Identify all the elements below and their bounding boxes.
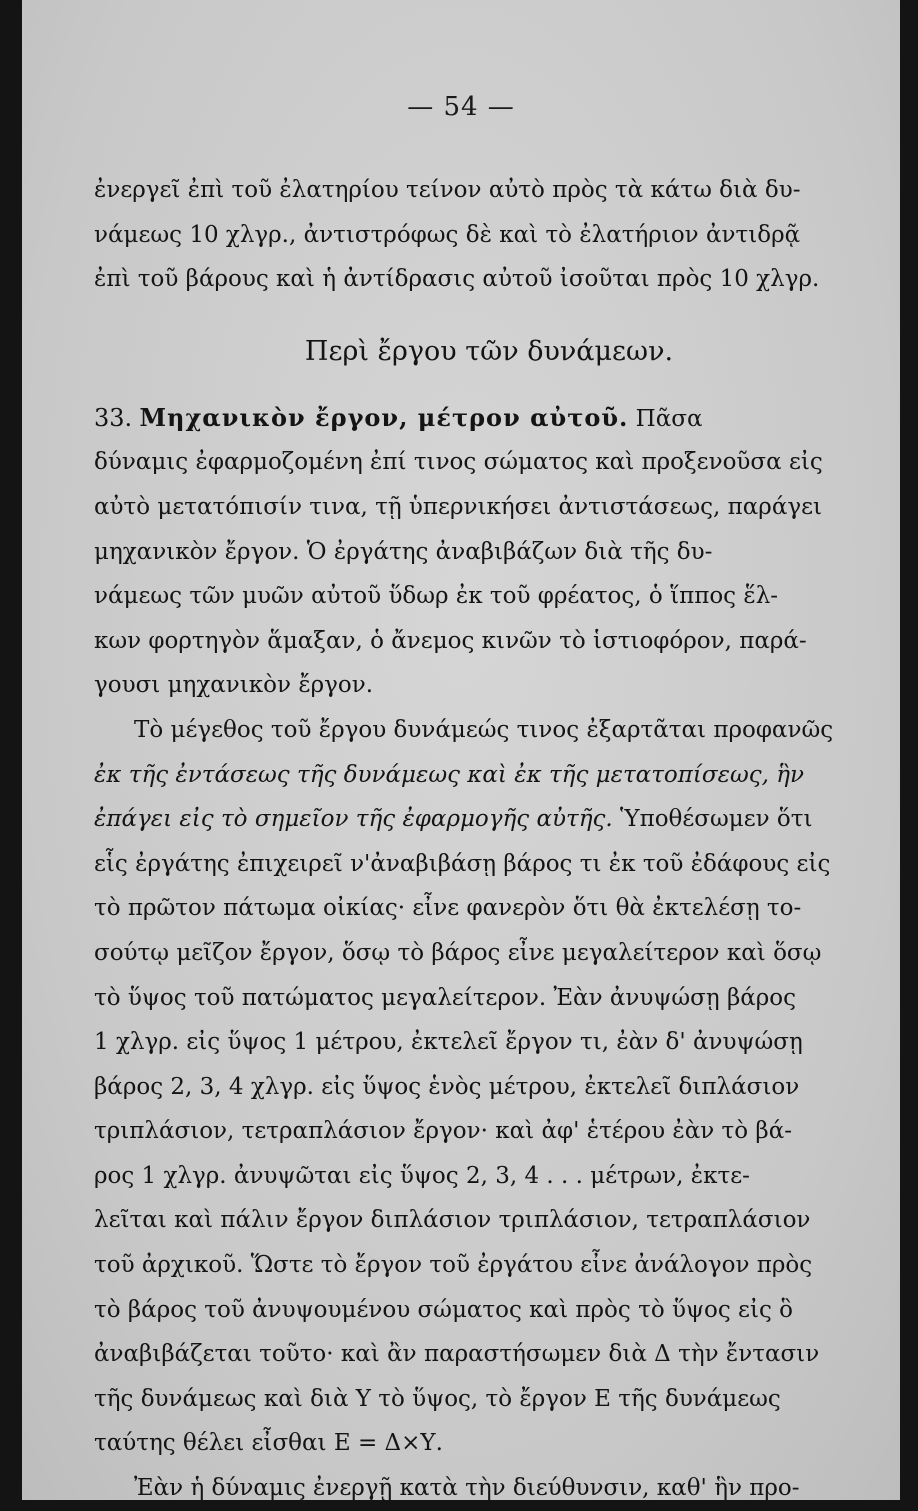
text-line: γουσι μηχανικὸν ἔργον. [94,672,374,699]
book-page [22,0,900,1500]
text-line: 1 χλγρ. εἰς ὕψος 1 μέτρου, ἐκτελεῖ ἔργον τι, ἐὰν δ' ἀνυψώσῃ [94,1029,803,1056]
text-line: ἐνεργεῖ ἐπὶ τοῦ ἐλατηρίου τείνον αὐτὸ πρὸς τὰ κάτω διὰ δυ- [94,177,801,203]
text-line: τὸ βάρος τοῦ ἀνυψουμένου σώματος καὶ πρὸς τὸ ὕψος εἰς ὃ [94,1296,794,1323]
text-line: τὸ ὕψος τοῦ πατώματος μεγαλείτερον. Ἐὰν ἀνυψώσῃ βάρος [94,984,797,1011]
text-line: μηχανικὸν ἔργον. Ὁ ἐργάτης ἀναβιβάζων διὰ τῆς δυ- [94,538,713,565]
text-line: δύναμις ἐφαρμοζομένη ἐπί τινος σώματος καὶ προξενοῦσα εἰς [94,449,823,476]
text-line: τὸ πρῶτον πάτωμα οἰκίας· εἶνε φανερὸν ὅτι θὰ ἐκτελέσῃ το- [94,895,802,922]
text-line: τριπλάσιον, τετραπλάσιον ἔργον· καὶ ἀφ' ἑτέρου ἐὰν τὸ βά- [94,1118,793,1145]
text-line: αὐτὸ μετατόπισίν τινα, τῇ ὑπερνικήσει ἀντιστάσεως, παράγει [94,493,823,520]
text-line: εἷς ἐργάτης ἐπιχειρεῖ ν'ἀναβιβάσῃ βάρος τι ἐκ τοῦ ἐδάφους εἰς [94,850,831,877]
text-line: βάρος 2, 3, 4 χλγρ. εἰς ὕψος ἑνὸς μέτρου, ἐκτελεῖ διπλάσιον [94,1073,800,1100]
text: Ὑποθέσωμεν ὅτι [612,806,813,833]
section-first-words: Πᾶσα [635,405,703,432]
text-line: ἐπὶ τοῦ βάρους καὶ ἡ ἀντίδρασις αὐτοῦ ἰσοῦται πρὸς 10 χλγρ. [94,266,820,293]
text-line: κων φορτηγὸν ἅμαξαν, ὁ ἄνεμος κινῶν τὸ ἱστιοφόρον, παρά- [94,627,807,654]
italic-text: ἐπάγει εἰς τὸ σημεῖον τῆς ἐφαρμογῆς αὐτῆς. [94,806,613,833]
text-line: ρος 1 χλγρ. ἀνυψῶται εἰς ὕψος 2, 3, 4 . . . μέτρων, ἐκτε- [94,1162,750,1189]
formula-line: ταύτης θέλει εἶσθαι Ε = Δ×Υ. [94,1430,443,1457]
text-line: νάμεως 10 χλγρ., ἀντιστρόφως δὲ καὶ τὸ ἐλατήριον ἀντιδρᾷ [94,221,801,248]
section-title-line [94,396,884,441]
mixed-text-line [94,797,884,842]
text-line: ἀναβιβάζεται τοῦτο· καὶ ἂν παραστήσωμεν διὰ Δ τὴν ἔντασιν [94,1341,820,1368]
text-line: Τὸ μέγεθος τοῦ ἔργου δυνάμεώς τινος ἐξαρτᾶται προφανῶς [134,716,834,743]
text-line: νάμεως τῶν μυῶν αὐτοῦ ὕδωρ ἐκ τοῦ φρέατος, ὁ ἵππος ἕλ- [94,583,779,610]
page-number: — 54 — [407,92,515,122]
section-heading: Περὶ ἔργου τῶν δυνάμεων. [304,335,674,367]
section-number: 33. [94,403,133,432]
page-body [94,168,884,1511]
text-line: λεῖται καὶ πάλιν ἔργον διπλάσιον τριπλάσιον, τετραπλάσιον [94,1207,811,1234]
text-line: τοῦ ἀρχικοῦ. Ὥστε τὸ ἔργον τοῦ ἐργάτου εἶνε ἀνάλογον πρὸς [94,1252,813,1279]
section-title: Μηχανικὸν ἔργον, μέτρον αὐτοῦ. [139,402,629,432]
text-line: Ἐὰν ἡ δύναμις ἐνεργῇ κατὰ τὴν διεύθυνσιν, καθ' ἣν προ- [134,1475,800,1502]
italic-text-line: ἐκ τῆς ἐντάσεως τῆς δυνάμεως καὶ ἐκ τῆς μετατοπίσεως, ἣν [94,761,804,788]
text-line: σούτῳ μεῖζον ἔργον, ὅσῳ τὸ βάρος εἶνε μεγαλείτερον καὶ ὅσῳ [94,939,822,966]
text-line: τῆς δυνάμεως καὶ διὰ Υ τὸ ὕψος, τὸ ἔργον Ε τῆς δυνάμεως [94,1385,781,1412]
